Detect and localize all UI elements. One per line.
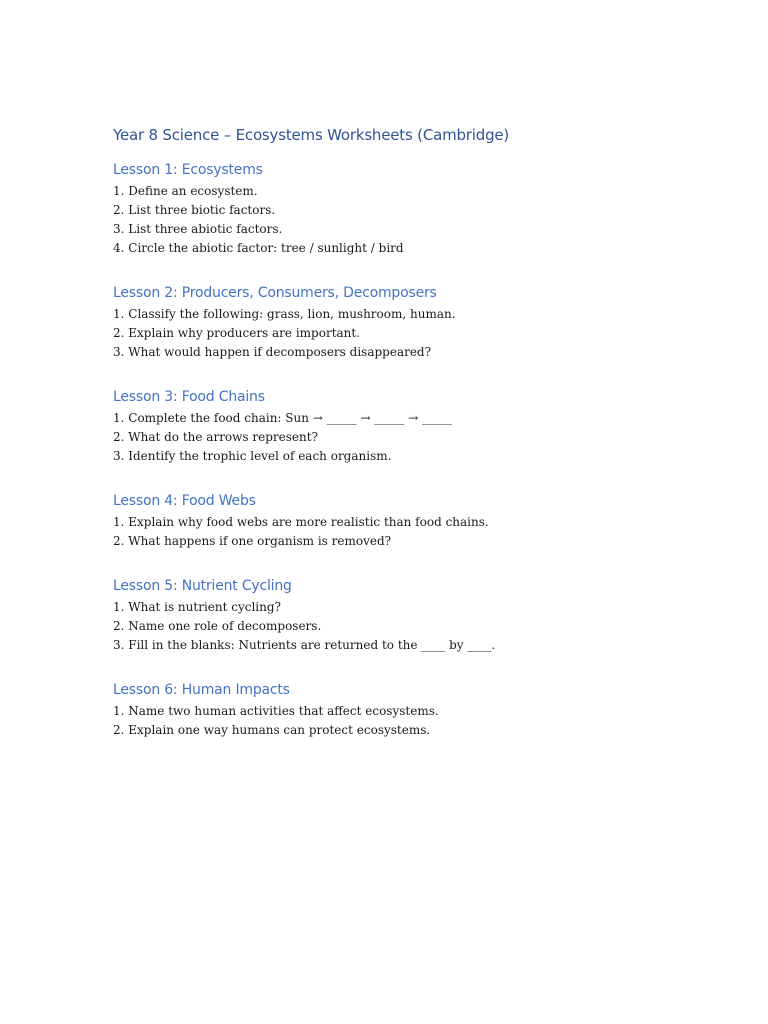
question-list	[113, 702, 713, 740]
lesson-heading: Lesson 6: Human Impacts	[113, 682, 290, 698]
lesson-heading: Lesson 1: Ecosystems	[113, 162, 263, 178]
question-item: 3. Identify the trophic level of each organism.	[113, 449, 392, 463]
question-item: 1. Complete the food chain: Sun → _____ → _____ → _____	[113, 411, 453, 425]
question-item: 4. Circle the abiotic factor: tree / sunlight / bird	[113, 241, 404, 255]
question-item: 1. Explain why food webs are more realistic than food chains.	[113, 515, 489, 529]
question-item: 1. Name two human activities that affect ecosystems.	[113, 704, 439, 718]
question-item: 3. What would happen if decomposers disappeared?	[113, 345, 432, 359]
lesson-heading: Lesson 5: Nutrient Cycling	[113, 578, 292, 594]
question-item: 2. Explain one way humans can protect ecosystems.	[113, 723, 431, 737]
question-item: 2. Name one role of decomposers.	[113, 619, 322, 633]
question-list	[113, 598, 713, 655]
question-item: 1. Define an ecosystem.	[113, 184, 258, 198]
question-item: 2. Explain why producers are important.	[113, 326, 361, 340]
lesson-2-section	[113, 283, 713, 362]
question-item: 2. List three biotic factors.	[113, 203, 276, 217]
question-list	[113, 409, 713, 466]
question-item: 3. List three abiotic factors.	[113, 222, 283, 236]
question-item: 3. Fill in the blanks: Nutrients are returned to the ____ by ____.	[113, 638, 496, 652]
lesson-4-section	[113, 491, 713, 551]
lesson-3-section	[113, 387, 713, 466]
question-item: 2. What do the arrows represent?	[113, 430, 319, 444]
question-list	[113, 182, 713, 258]
lesson-1-section	[113, 160, 713, 258]
question-item: 2. What happens if one organism is removed?	[113, 534, 392, 548]
question-item: 1. Classify the following: grass, lion, mushroom, human.	[113, 307, 456, 321]
document-content	[113, 124, 713, 765]
question-list	[113, 305, 713, 362]
lesson-heading: Lesson 3: Food Chains	[113, 389, 265, 405]
question-list	[113, 513, 713, 551]
lesson-6-section	[113, 680, 713, 740]
document-title: Year 8 Science – Ecosystems Worksheets (Cambridge)	[113, 126, 510, 144]
lesson-5-section	[113, 576, 713, 655]
lesson-heading: Lesson 4: Food Webs	[113, 493, 256, 509]
question-item: 1. What is nutrient cycling?	[113, 600, 281, 614]
lesson-heading: Lesson 2: Producers, Consumers, Decomposers	[113, 285, 437, 301]
